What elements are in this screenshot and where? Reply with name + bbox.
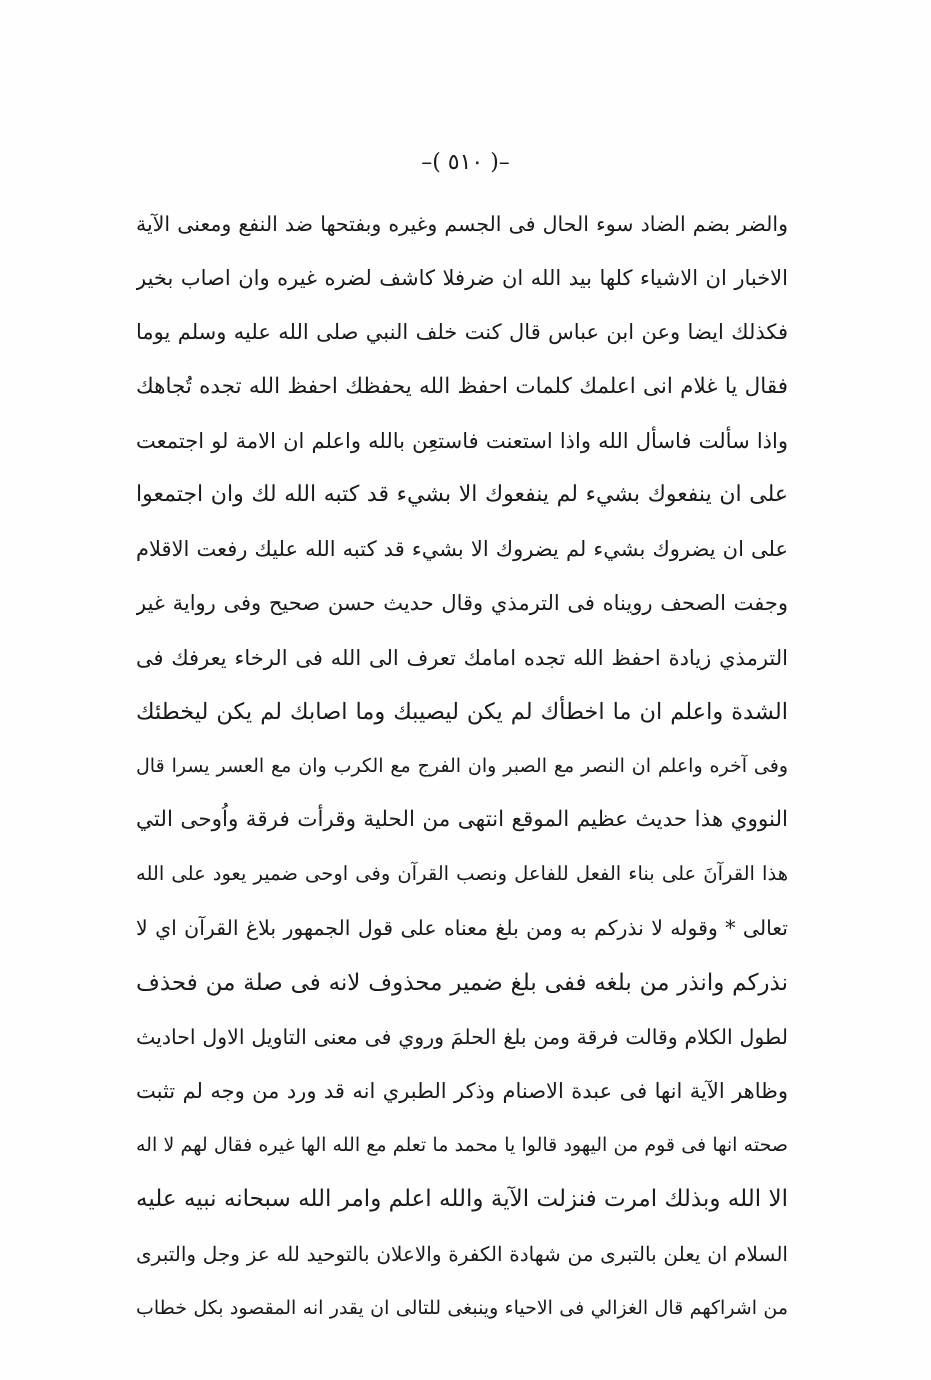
text-line: الشدة واعلم ان ما اخطأك لم يكن ليصيبك وما اصابك لم يكن ليخطئك (136, 698, 788, 725)
text-line: هذا القرآنَ على بناء الفعل للفاعل ونصب القرآن وفى اوحى ضمير يعود على الله (136, 862, 788, 886)
text-line: صحته انها فى قوم من اليهود قالوا يا محمد ما تعلم مع الله الها غيره فقال لهم لا اله (136, 1134, 788, 1157)
text-line: من اشراكهم قال الغزالي فى الاحياء وينبغى للتالى ان يقدر انه المقصود بكل خطاب (136, 1296, 788, 1319)
text-line: الترمذي زيادة احفظ الله تجده امامك تعرف الى الله فى الرخاء يعرفك فى (136, 645, 788, 670)
text-line: الاخبار ان الاشياء كلها بيد الله ان ضرفلا كاشف لضره غيره وان اصاب بخير (136, 266, 788, 291)
text-line: وظاهر الآية انها فى عبدة الاصنام وذكر الطبري انه قد ورد من وجه لم تثبت (136, 1079, 788, 1103)
page-number: –( ٥١٠ )– (421, 150, 510, 175)
text-line: تعالى * وقوله لا نذركم به ومن بلغ معناه على قول الجمهور بلاغ القرآن اي لا (136, 916, 788, 941)
text-line: النووي هذا حديث عظيم الموقع انتهى من الحلية وقرأت فرقة واُوحى التي (136, 807, 788, 833)
text-line: فقال يا غلام انى اعلمك كلمات احفظ الله يحفظك احفظ الله تجده تُجاهك (136, 373, 788, 399)
text-line: نذركم وانذر من بلغه ففى بلغ ضمير محذوف لانه فى صلة من فحذف (136, 969, 788, 996)
text-line: فكذلك ايضا وعن ابن عباس قال كنت خلف النبي صلى الله عليه وسلم يوما (136, 320, 788, 345)
text-line: الا الله وبذلك امرت فنزلت الآية والله اعلم وامر الله سبحانه نبيه عليه (136, 1186, 788, 1213)
text-line: وجفت الصحف رويناه فى الترمذي وقال حديث حسن صحيح وفى رواية غير (136, 591, 788, 616)
text-line: السلام ان يعلن بالتبرى من شهادة الكفرة والاعلان بالتوحيد لله عز وجل والتبرى (136, 1241, 788, 1266)
text-line: وفى آخره واعلم ان النصر مع الصبر وان الفرج مع الكرب وان مع العسر يسرا قال (136, 754, 788, 777)
body-text (136, 197, 788, 1335)
text-line: على ان ينفعوك بشيء لم ينفعوك الا بشيء قد كتبه الله لك وان اجتمعوا (136, 481, 788, 507)
text-line: على ان يضروك بشيء لم يضروك الا بشيء قد كتبه الله عليك رفعت الاقلام (136, 537, 788, 562)
text-line: لطول الكلام وقالت فرقة ومن بلغ الحلمَ وروي فى معنى التاويل الاول احاديث (136, 1024, 788, 1049)
text-line: والضر بضم الضاد سوء الحال فى الجسم وغيره وبفتحها ضد النفع ومعنى الآية (136, 212, 788, 236)
text-line: واذا سألت فاسأل الله واذا استعنت فاستعِن بالله واعلم ان الامة لو اجتمعت (136, 428, 788, 453)
